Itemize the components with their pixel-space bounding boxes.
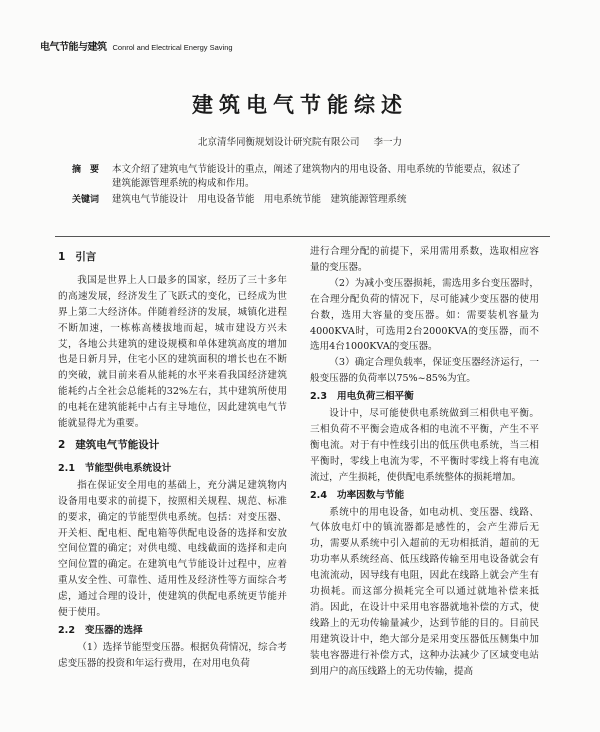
divider: [55, 236, 550, 237]
paragraph: （2）为减小变压器损耗，需选用多台变压器时，在合理分配负荷的情况下，尽可能减少变压器的使用台数，选用大容量的变压器。如：需要装机容量为4000KVA时，可选用2台2000KVA的变压器，而不选用4台1000KVA的变压器。: [310, 277, 539, 353]
paragraph: 指在保证安全用电的基础上，充分满足建筑物内设备用电要求的前提下，按照相关规程、规范、标准的要求，确定的节能型供电系统。包括：对变压器、开关柜、配电柜、配电箱等供配电设备的选择和安放空间位置的确定；对供电缆、电线截面的选择和走向空间位置的确定。在建筑电气节能设计过程中，应着重从安全性、可靠性、适用性及经济性等方面综合考虑，通过合理的设计，使建筑的供配电系统更节能并便于使用。: [58, 479, 287, 619]
paragraph: 进行合理分配的前提下，采用需用系数，选取相应容量的变压器。: [310, 246, 539, 273]
author: 李一力: [373, 137, 403, 148]
affiliation-line: [0, 134, 600, 148]
journal-name-cn: 电气节能与建筑: [40, 42, 107, 53]
subsection-heading-2-3: 2.3 用电负荷三相平衡: [310, 391, 414, 403]
section-heading-2: 2 建筑电气节能设计: [58, 438, 160, 451]
journal-name-en: Conrol and Electrical Energy Saving: [112, 43, 233, 52]
subsection-heading-2-2: 2.2 变压器的选择: [58, 624, 143, 636]
abstract-text: 本文介绍了建筑电气节能设计的重点，阐述了建筑物内的用电设备、用电系统的节能要点，叙述了建筑能源管理系统的构成和作用。: [112, 164, 521, 189]
abstract-label: 摘 要: [72, 165, 100, 175]
paragraph: 我国是世界上人口最多的国家，经历了三十多年的高速发展，经济发生了飞跃式的变化，已经成为世界上第二大经济体。伴随着经济的发展，城镇化进程不断加速，一栋栋高楼拔地而起，城市建设方兴未艾，各地公共建筑的建设规模和单体建筑高度的增加也是日新月异，住宅小区的建筑面积的增长也在不断的突破，就目前来看从能耗的水平来看我国经济建筑能耗约占全社会总能耗的32%左右，其中建筑所使用的电耗在建筑能耗中占有主导地位，因此建筑电气节能就显得尤为重要。: [58, 274, 287, 430]
keywords-label: 关键词: [72, 195, 100, 205]
keywords-text: 建筑电气节能设计 用电设备节能 用电系统节能 建筑能源管理系统: [112, 194, 407, 205]
abstract-row: [72, 163, 528, 191]
paragraph: （3）确定合理负载率，保证变压器经济运行，一般变压器的负荷率以75%~85%为宜。: [310, 357, 539, 385]
affiliation: 北京清华同衡规划设计研究院有限公司: [197, 137, 360, 148]
paragraph: （1）选择节能型变压器。根据负荷情况，综合考虑变压器的投资和年运行费用，在对用电负荷: [58, 641, 287, 669]
paper-title: 建筑电气节能综述: [192, 93, 408, 117]
paragraph: 系统中的用电设备，如电动机、变压器、线路、气体放电灯中的镇流器都是感性的，会产生滞后无功，需要从系统中引入超前的无功相抵消，超前的无功功率从系统经高、低压线路传输至用电设备就会有电流流动，因导线有电阻，因此在线路上就会产生有功损耗。而这部分损耗完全可以通过就地补偿来抵消。因此，在设计中采用电容器就地补偿的方式，使线路上的无功传输量减少，达到节能的目的。目前民用建筑设计中，绝大部分是采用变压器低压侧集中加装电容器进行补偿方式，这种办法减少了区域变电站到用户的高压线路上的无功传输，提高: [310, 506, 539, 677]
paragraph: 设计中，尽可能使供电系统做到三相供电平衡。三相负荷不平衡会造成各相的电流不平衡，产生不平衡电流。对于有中性线引出的低压供电系统，当三相平衡时，零线上电流为零，不平衡时零线上将有电流流过，产生损耗，使供配电系统整体的损耗增加。: [310, 408, 539, 483]
section-heading-1: 1 引言: [58, 251, 97, 263]
abstract-block: [72, 163, 528, 207]
left-column: [58, 244, 287, 672]
right-column: [310, 244, 539, 679]
running-header: [40, 38, 233, 53]
subsection-heading-2-4: 2.4 功率因数与节能: [310, 489, 405, 501]
keywords-row: [72, 193, 528, 207]
subsection-heading-2-1: 2.1 节能型供电系统设计: [58, 462, 172, 474]
